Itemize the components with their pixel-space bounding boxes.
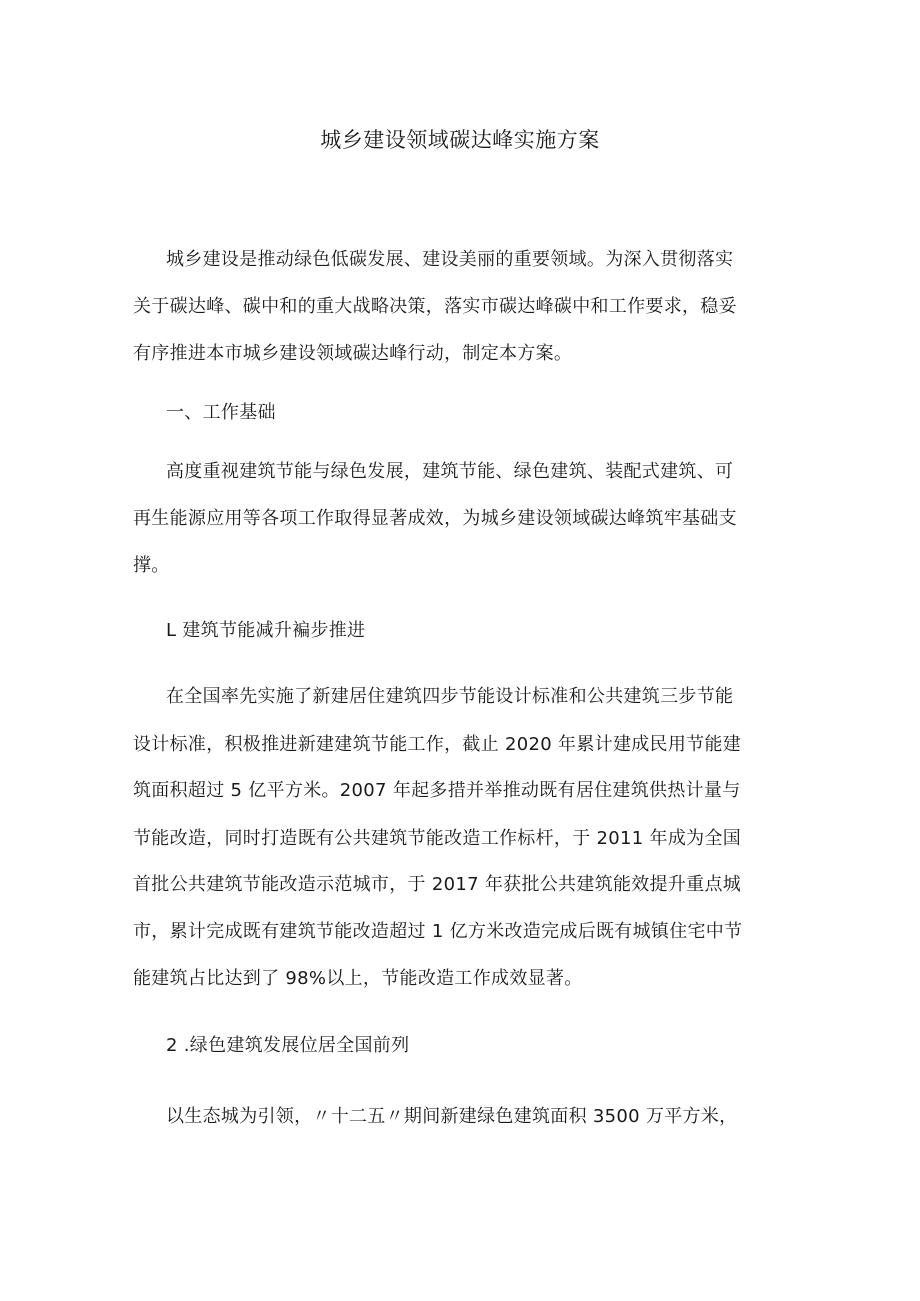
- subsection-heading: L 建筑节能减升褊步推进: [166, 620, 366, 641]
- document-title: 城乡建设领域碳达峰实施方案: [320, 128, 600, 152]
- item2-line: 以生态城为引领，〃十二五〃期间新建绿色建筑面积 3500 万平方米，: [166, 1106, 738, 1127]
- item1-line: 节能改造，同时打造既有公共建筑节能改造工作标杆，于 2011 年成为全国: [133, 828, 742, 849]
- intro-line: 有序推进本市城乡建设领域碳达峰行动，制定本方案。: [133, 343, 573, 364]
- subsection-heading: 2 .绿色建筑发展位居全国前列: [166, 1035, 410, 1056]
- item1-line: 能建筑占比达到了 98%以上，节能改造工作成效显著。: [133, 968, 583, 989]
- intro-line: 城乡建设是推动绿色低碳发展、建设美丽的重要领域。为深入贯彻落实: [166, 249, 734, 270]
- section1-line: 再生能源应用等各项工作取得显著成效，为城乡建设领域碳达峰筑牢基础支: [133, 508, 737, 529]
- section-heading: 一、工作基础: [166, 402, 276, 423]
- item1-line: 首批公共建筑节能改造示范城市，于 2017 年获批公共建筑能效提升重点城: [133, 874, 742, 895]
- item1-line: 市，累计完成既有建筑节能改造超过 1 亿方米改造完成后既有城镇住宅中节: [133, 921, 743, 942]
- section1-line: 高度重视建筑节能与绿色发展，建筑节能、绿色建筑、装配式建筑、可: [166, 461, 734, 482]
- section1-line: 撑。: [133, 555, 170, 576]
- item1-line: 设计标准，积极推进新建建筑节能工作，截止 2020 年累计建成民用节能建: [133, 734, 742, 755]
- item1-line: 在全国率先实施了新建居住建筑四步节能设计标准和公共建筑三步节能: [166, 686, 734, 707]
- intro-line: 关于碳达峰、碳中和的重大战略决策，落实市碳达峰碳中和工作要求，稳妥: [133, 296, 737, 317]
- item1-line: 筑面积超过 5 亿平方米。2007 年起多措并举推动既有居住建筑供热计量与: [133, 780, 741, 801]
